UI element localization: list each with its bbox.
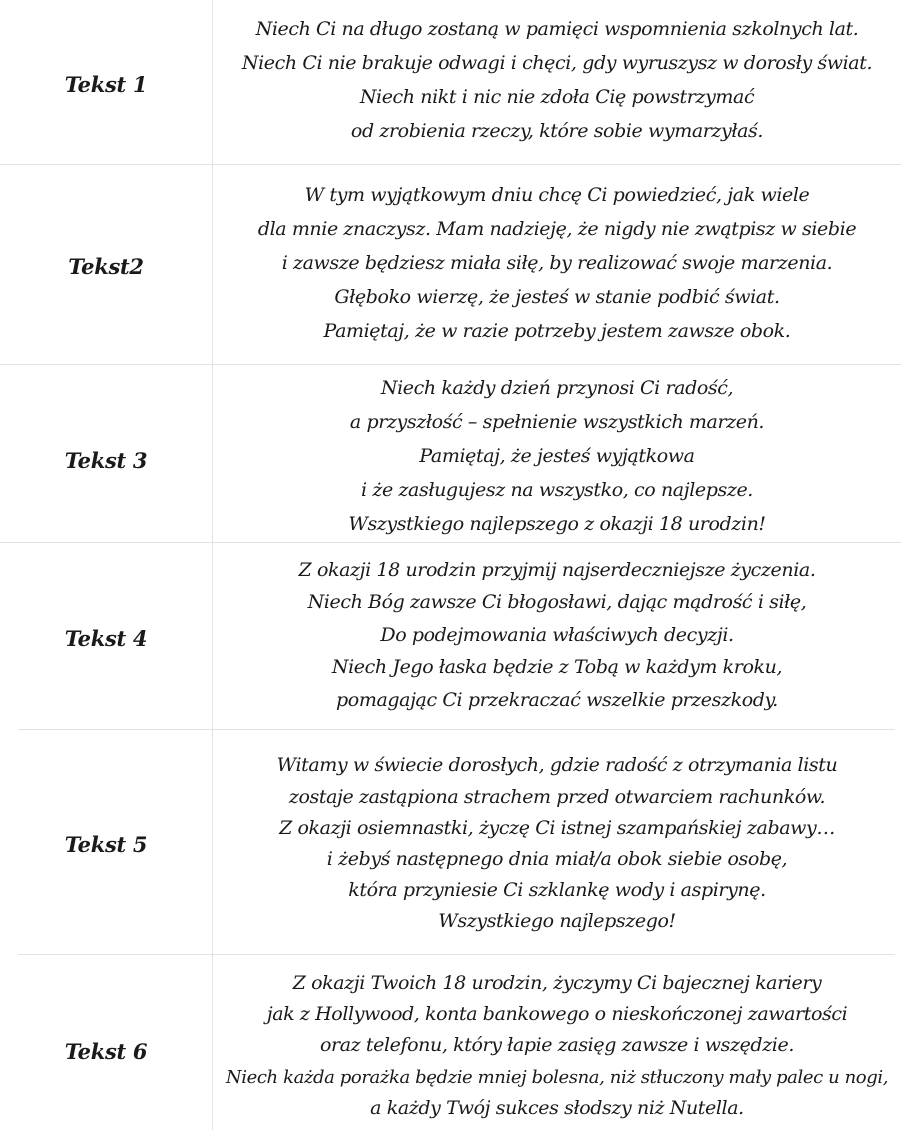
wish-line: W tym wyjątkowym dniu chcę Ci powiedzieć, jak wiele: [304, 183, 810, 206]
wish-line: Wszystkiego najlepszego!: [438, 910, 676, 933]
wish-line: Niech Ci na długo zostaną w pamięci wspomnienia szkolnych lat.: [255, 18, 859, 40]
wish-line: Niech Bóg zawsze Ci błogosławi, dając mądrość i siłę,: [307, 591, 807, 614]
wish-line: dla mnie znaczysz. Mam nadzieję, że nigdy nie zwątpisz w siebie: [257, 217, 857, 240]
wish-line: Z okazji Twoich 18 urodzin, życzymy Ci bajecznej kariery: [292, 971, 822, 994]
row-label: Tekst 4: [64, 625, 148, 651]
wish-line: zostaje zastąpiona strachem przed otwarciem rachunków.: [288, 785, 826, 808]
row-label: Tekst 6: [64, 1038, 148, 1064]
wish-line: od zrobienia rzeczy, które sobie wymarzyłaś.: [350, 120, 764, 142]
wish-line: Niech Jego łaska będzie z Tobą w każdym kroku,: [331, 656, 783, 679]
wish-line: Niech każda porażka będzie mniej bolesna, niż stłuczony mały palec u nogi,: [225, 1066, 889, 1088]
wish-line: Z okazji osiemnastki, życzę Ci istnej szampańskiej zabawy…: [279, 816, 835, 839]
wish-line: Pamiętaj, że w razie potrzeby jestem zawsze obok.: [323, 319, 791, 342]
wish-text: [213, 165, 901, 364]
wish-line: Do podejmowania właściwych decyzji.: [380, 623, 734, 646]
wish-text: [213, 365, 901, 542]
table-row: [0, 365, 901, 542]
table-row: [0, 0, 901, 164]
wish-text: [213, 543, 901, 729]
row-label: Tekst2: [68, 254, 144, 279]
wish-line: i żebyś następnego dnia miał/a obok siebie osobę,: [326, 848, 788, 870]
wish-line: Wszystkiego najlepszego z okazji 18 urodzin!: [348, 512, 766, 535]
wish-line: Niech Ci nie brakuje odwagi i chęci, gdy wyruszysz w dorosły świat.: [241, 52, 873, 74]
wish-line: i że zasługujesz na wszystko, co najlepsze.: [361, 478, 753, 501]
wish-line: Pamiętaj, że jesteś wyjątkowa: [419, 444, 695, 467]
row-label: Tekst 3: [64, 448, 148, 473]
row-label: Tekst 5: [64, 831, 148, 857]
wish-line: która przyniesie Ci szklankę wody i aspirynę.: [348, 879, 766, 902]
wish-line: Z okazji 18 urodzin przyjmij najserdeczniejsze życzenia.: [298, 558, 816, 581]
row-label: Tekst 1: [64, 71, 148, 97]
wish-text: [213, 0, 901, 164]
wish-line: jak z Hollywood, konta bankowego o nieskończonej zawartości: [266, 1003, 848, 1026]
wish-line: oraz telefonu, który łapie zasięg zawsze i wszędzie.: [320, 1034, 794, 1057]
wish-line: Niech każdy dzień przynosi Ci radość,: [380, 376, 734, 399]
wish-line: pomagając Ci przekraczać wszelkie przeszkody.: [336, 688, 778, 711]
table-row: [0, 165, 901, 364]
wish-line: a przyszłość – spełnienie wszystkich marzeń.: [349, 410, 765, 433]
wish-line: Głęboko wierzę, że jesteś w stanie podbić świat.: [334, 285, 780, 308]
wish-line: Witamy w świecie dorosłych, gdzie radość z otrzymania listu: [276, 754, 838, 777]
wish-line: Niech nikt i nic nie zdoła Cię powstrzymać: [359, 86, 755, 108]
table-row: [0, 730, 901, 954]
wish-text: [213, 730, 901, 954]
wish-line: a każdy Twój sukces słodszy niż Nutella.: [370, 1096, 744, 1119]
table-row: [0, 955, 901, 1147]
wish-text: [213, 955, 901, 1147]
wish-line: i zawsze będziesz miała siłę, by realizować swoje marzenia.: [281, 251, 833, 274]
table-row: [0, 543, 901, 729]
